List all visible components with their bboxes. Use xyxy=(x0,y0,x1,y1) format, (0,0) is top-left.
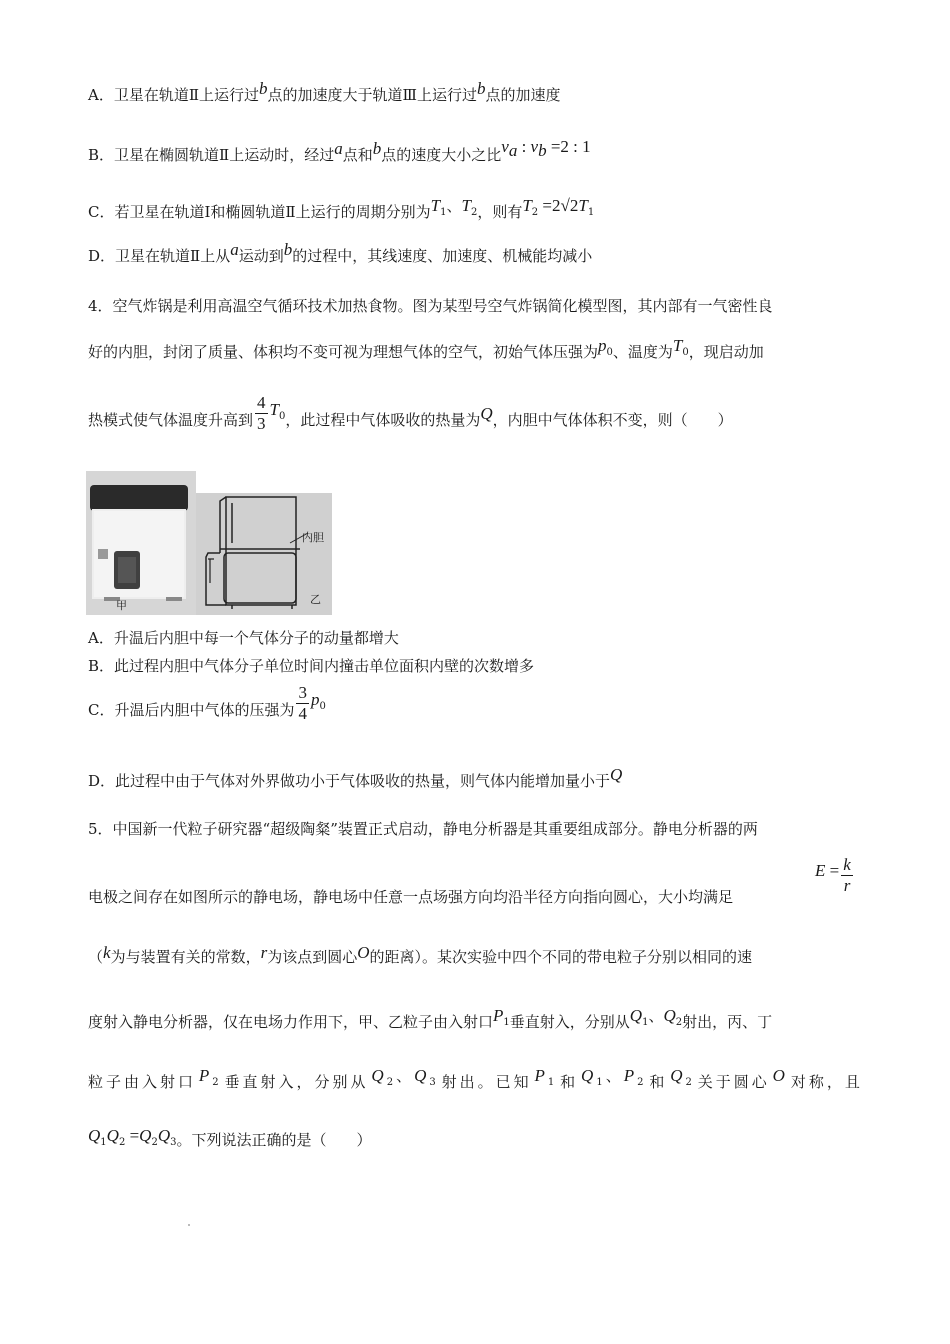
fraction-4-3: $\frac{4}{3}$ xyxy=(257,392,266,433)
segment-equation: $Q_1Q_2 =Q_2Q_3$ xyxy=(88,1126,177,1148)
scan-dot xyxy=(188,1224,190,1226)
q5-line-3: （k为与装置有关的常数，r为该点到圆心O的距离）。某次实验中四个不同的带电粒子分别以相同的速 xyxy=(88,943,753,966)
air-fryer-diagram xyxy=(196,493,332,615)
q5-line-4: 度射入静电分析器，仅在电场力作用下，甲、乙粒子由入射口$P_1$垂直射入，分别从$Q_1$、$Q_2$射出，丙、丁 xyxy=(88,1006,773,1031)
option-c-post: ，则有 xyxy=(477,203,523,221)
field-formula: E = $\frac{k}{r}$ xyxy=(815,855,851,895)
option-a-text: A．卫星在轨道Ⅱ上运行过 xyxy=(88,86,260,104)
air-fryer-photo-illustration xyxy=(86,471,196,615)
heat-Q: Q xyxy=(480,404,493,423)
option-b-post: 点的速度大小之比 xyxy=(381,146,502,164)
var-a: a xyxy=(230,240,239,259)
q4-line-3: 热模式使气体温度升高到 $\frac{4}{3}$ $T_0$，此过程中气体吸收的热量为Q，内胆中气体体积不变，则（ ） xyxy=(88,392,733,433)
air-fryer-photo xyxy=(86,471,196,615)
option-b-mid: 点和 xyxy=(342,146,373,164)
q4-option-c: C．升温后内胆中气体的压强为 $\frac{3}{4}$ $p_0$ xyxy=(88,682,326,723)
option-d-text: D．卫星在轨道Ⅱ上从 xyxy=(88,247,231,265)
pressure-p0: $p_0$ xyxy=(310,690,326,712)
var-b: b xyxy=(259,79,268,98)
option-b-text: B．卫星在椭圆轨道Ⅱ上运动时，经过 xyxy=(88,146,335,164)
q4-option-d: D．此过程中由于气体对外界做功小于气体吸收的热量，则气体内能增加量小于Q xyxy=(88,765,623,790)
q5-line-6: $Q_1Q_2 =Q_2Q_3$。下列说法正确的是（ ） xyxy=(88,1126,372,1149)
var-b: b xyxy=(372,139,382,158)
var-b: b xyxy=(477,79,486,98)
option-a-mid: 点的加速度大于轨道Ⅲ上运行过 xyxy=(267,86,477,104)
q3-option-c xyxy=(88,196,595,229)
option-a-post: 点的加速度 xyxy=(485,86,561,104)
q4-line-2: 好的内胆，封闭了质量、体积均不变可视为理想气体的空气，初始气体压强为$p_0$、温度为$T_0$，现启动加 xyxy=(88,336,764,361)
q4-option-b: B．此过程内胆中气体分子单位时间内撞击单位面积内壁的次数增多 xyxy=(88,657,535,675)
fig-label-yi: 乙 xyxy=(310,593,321,606)
temperature-T0: $T_0$ xyxy=(269,400,286,422)
periods: $T_1$、$T_2$ xyxy=(430,196,478,218)
air-fryer-diagram-illustration xyxy=(196,493,332,615)
q5-line-5: 粒子由入射口 $P_2$ 垂直射入，分别从 $Q_2$、$Q_3$ 射出。已知 $P_1$ 和 $Q_1$、$P_2$ 和 $Q_2$ 关于圆心 O 对称，且 xyxy=(88,1066,863,1091)
option-c-text: C．若卫星在轨道Ⅰ和椭圆轨道Ⅱ上运行的周期分别为 xyxy=(88,203,431,221)
q4-option-a: A．升温后内胆中每一个气体分子的动量都增大 xyxy=(88,629,399,647)
var-a: a xyxy=(334,139,343,158)
q5-line-1: 5．中国新一代粒子研究器“超级陶粲”装置正式启动，静电分析器是其重要组成部分。静电分析器的两 xyxy=(88,820,758,838)
period-relation: $T_2 =2√2T_1$ xyxy=(522,196,595,218)
var-b: b xyxy=(283,240,293,259)
velocity-ratio: $v_a$ : $v_b =2$ : 1 xyxy=(501,137,591,160)
option-d-mid: 运动到 xyxy=(238,247,284,265)
fig-label-inner-pot: 内胆 xyxy=(302,531,324,544)
initial-temperature: $T_0$ xyxy=(672,336,689,358)
fraction-3-4: $\frac{3}{4}$ xyxy=(298,682,307,723)
heat-Q: Q xyxy=(610,765,623,784)
q4-line-1: 4．空气炸锅是利用高温空气循环技术加热食物。图为某型号空气炸锅简化模型图，其内部有一气密性良 xyxy=(88,297,773,315)
initial-pressure: $p_0$ xyxy=(598,336,613,358)
q3-option-d xyxy=(88,240,593,266)
fig-label-jia: 甲 xyxy=(116,599,127,612)
option-d-post: 的过程中，其线速度、加速度、机械能均减小 xyxy=(292,247,593,265)
q3-option-a xyxy=(88,79,561,105)
q3-option-b xyxy=(88,137,591,169)
q5-line-2: 电极之间存在如图所示的静电场，静电场中任意一点场强方向均沿半径方向指向圆心，大小均满足 xyxy=(88,888,734,906)
